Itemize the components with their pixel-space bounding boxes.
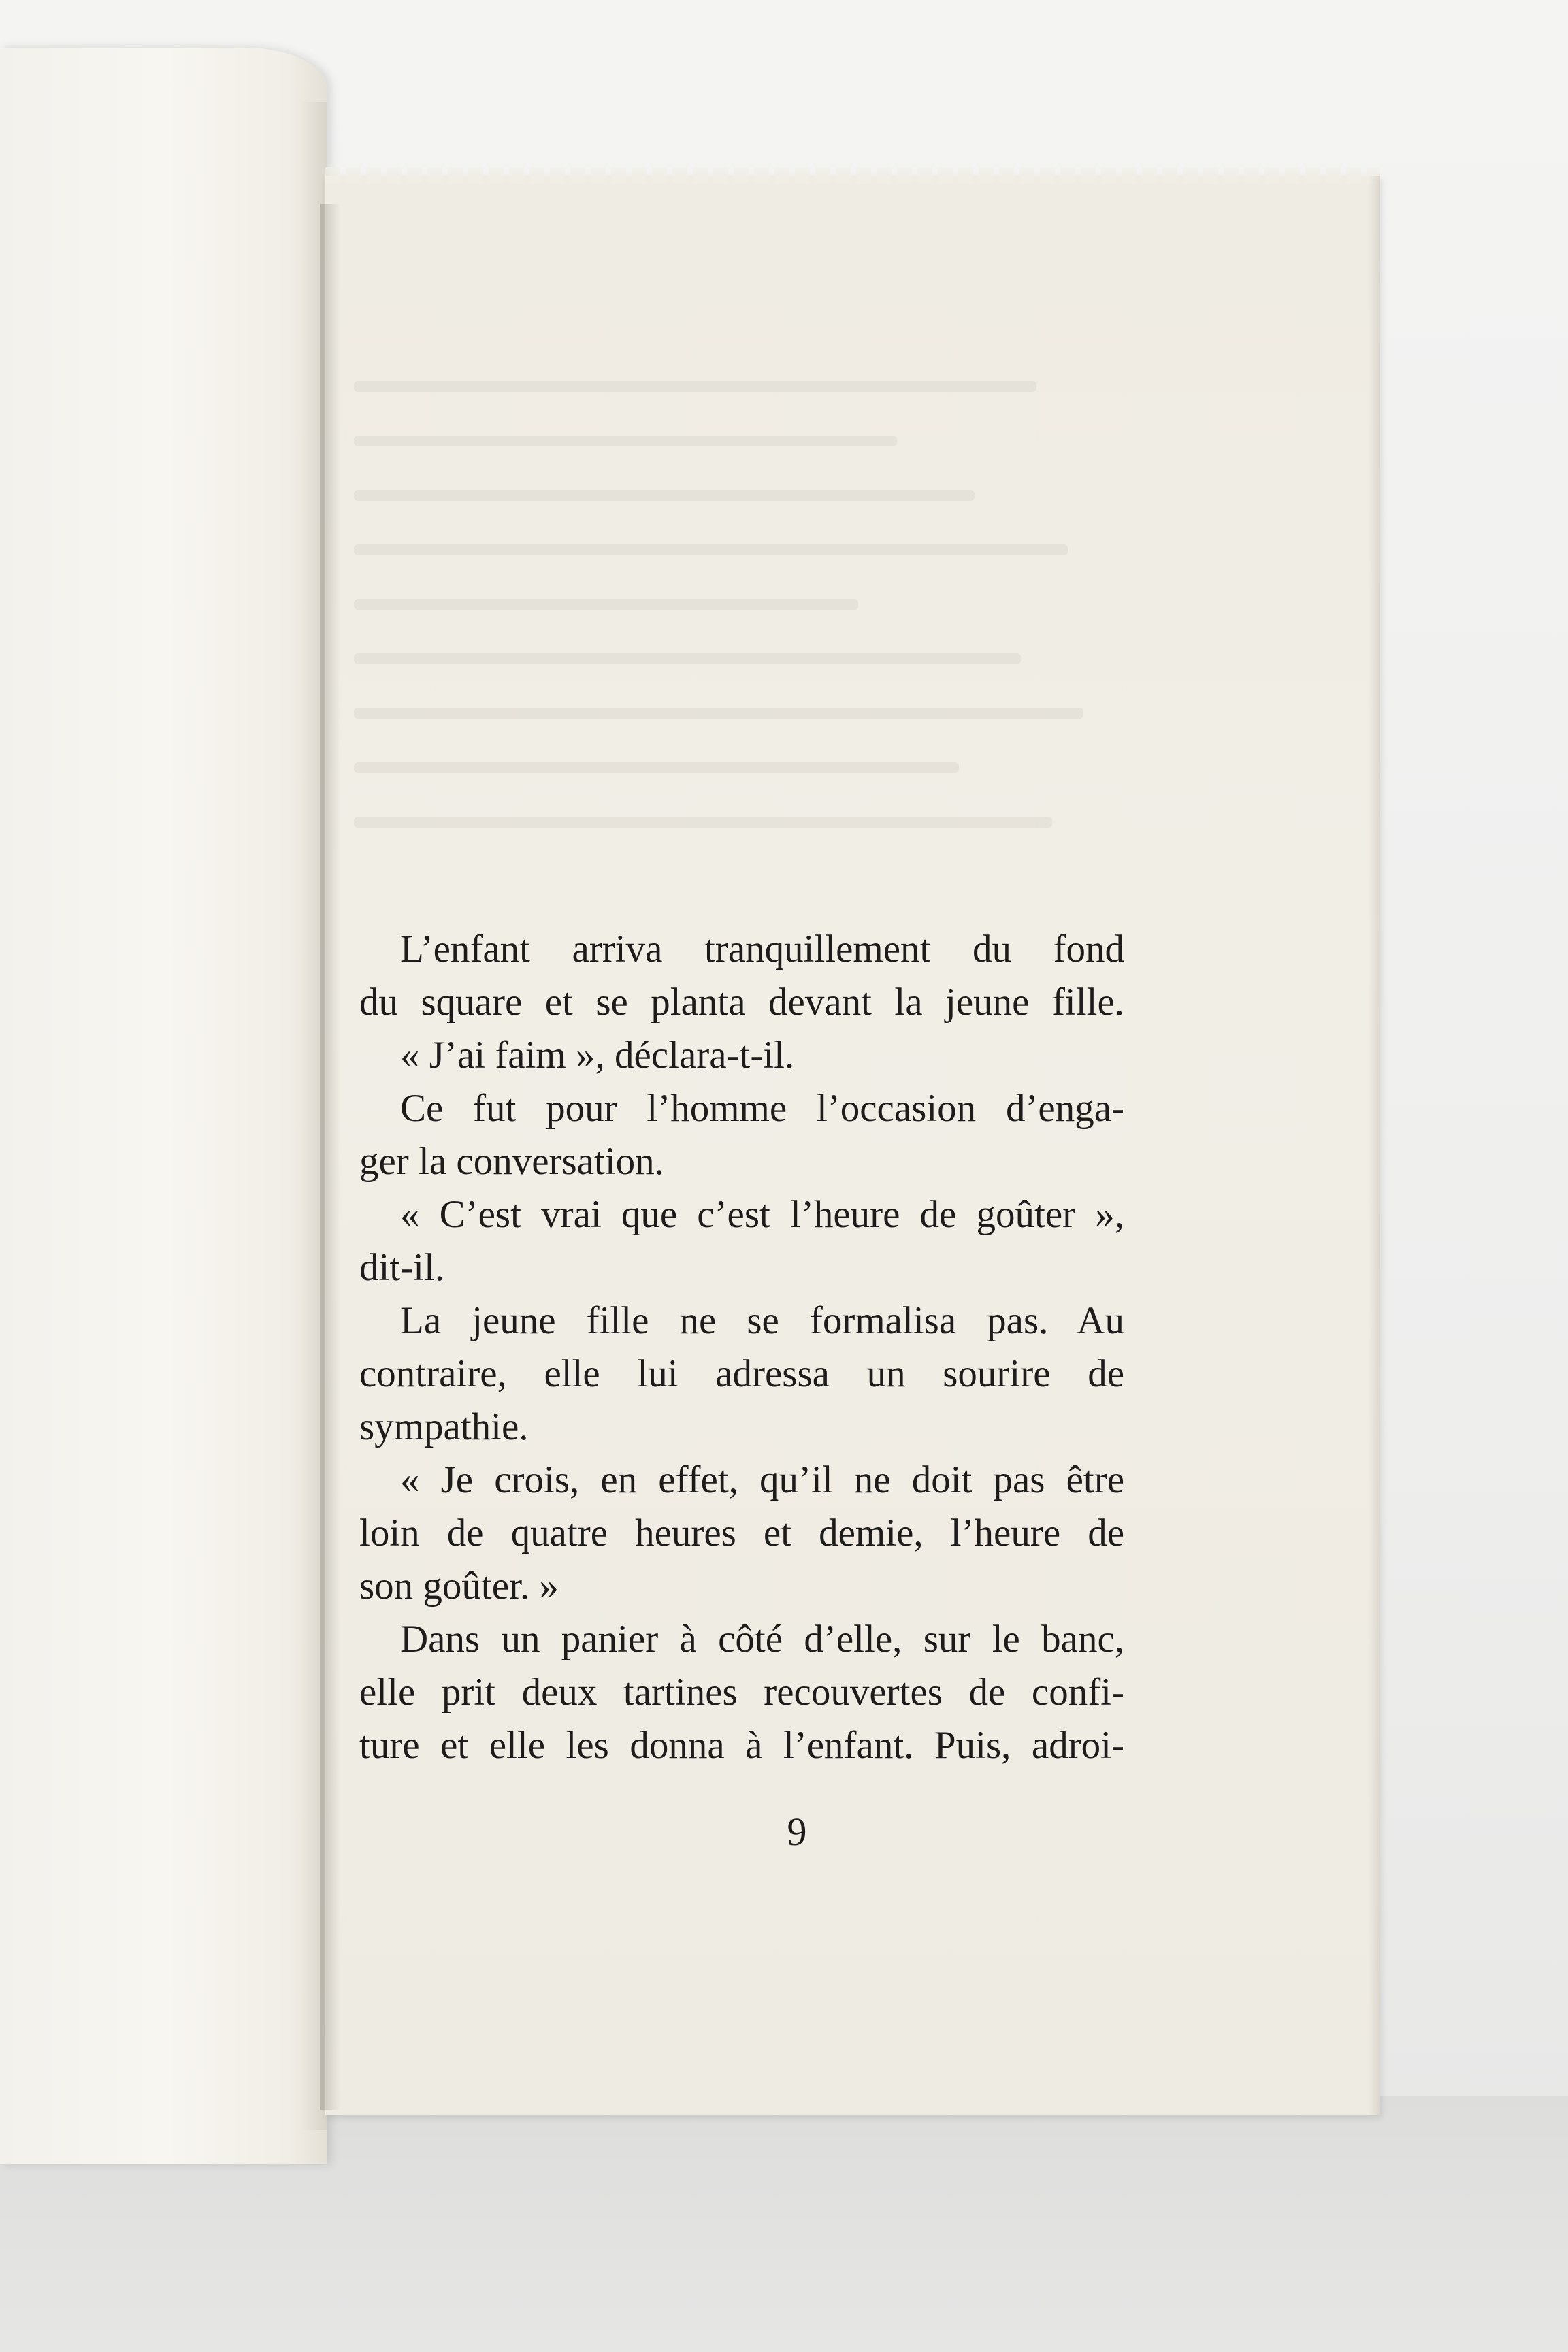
text-line: sympathie. — [359, 1405, 529, 1448]
text-line: « Je crois, en effet, qu’il ne doit pas être — [400, 1458, 1124, 1501]
text-line: L’enfant arriva tranquillement du fond — [400, 928, 1124, 970]
text-line: « J’ai faim », déclara-t-il. — [400, 1034, 795, 1077]
text-line: ger la conversation. — [359, 1140, 664, 1183]
text-line: contraire, elle lui adressa un sourire de — [359, 1352, 1124, 1395]
text-line: Ce fut pour l’homme l’occasion d’enga- — [400, 1087, 1124, 1130]
text-line: loin de quatre heures et demie, l’heure de — [359, 1512, 1124, 1554]
body-text — [359, 923, 1124, 1772]
deckle-edge — [325, 167, 1380, 184]
text-line: son goûter. » — [359, 1565, 559, 1607]
page-number: 9 — [787, 1810, 807, 1854]
text-line: du square et se planta devant la jeune fille. — [359, 981, 1124, 1024]
text-line: elle prit deux tartines recouvertes de confi- — [359, 1671, 1124, 1714]
text-line: dit-il. — [359, 1246, 445, 1289]
text-line: La jeune fille ne se formalisa pas. Au — [400, 1299, 1124, 1342]
text-line: ture et elle les donna à l’enfant. Puis, adroi- — [359, 1724, 1124, 1767]
text-line: « C’est vrai que c’est l’heure de goûter », — [400, 1193, 1124, 1236]
text-line: Dans un panier à côté d’elle, sur le banc, — [400, 1618, 1124, 1661]
